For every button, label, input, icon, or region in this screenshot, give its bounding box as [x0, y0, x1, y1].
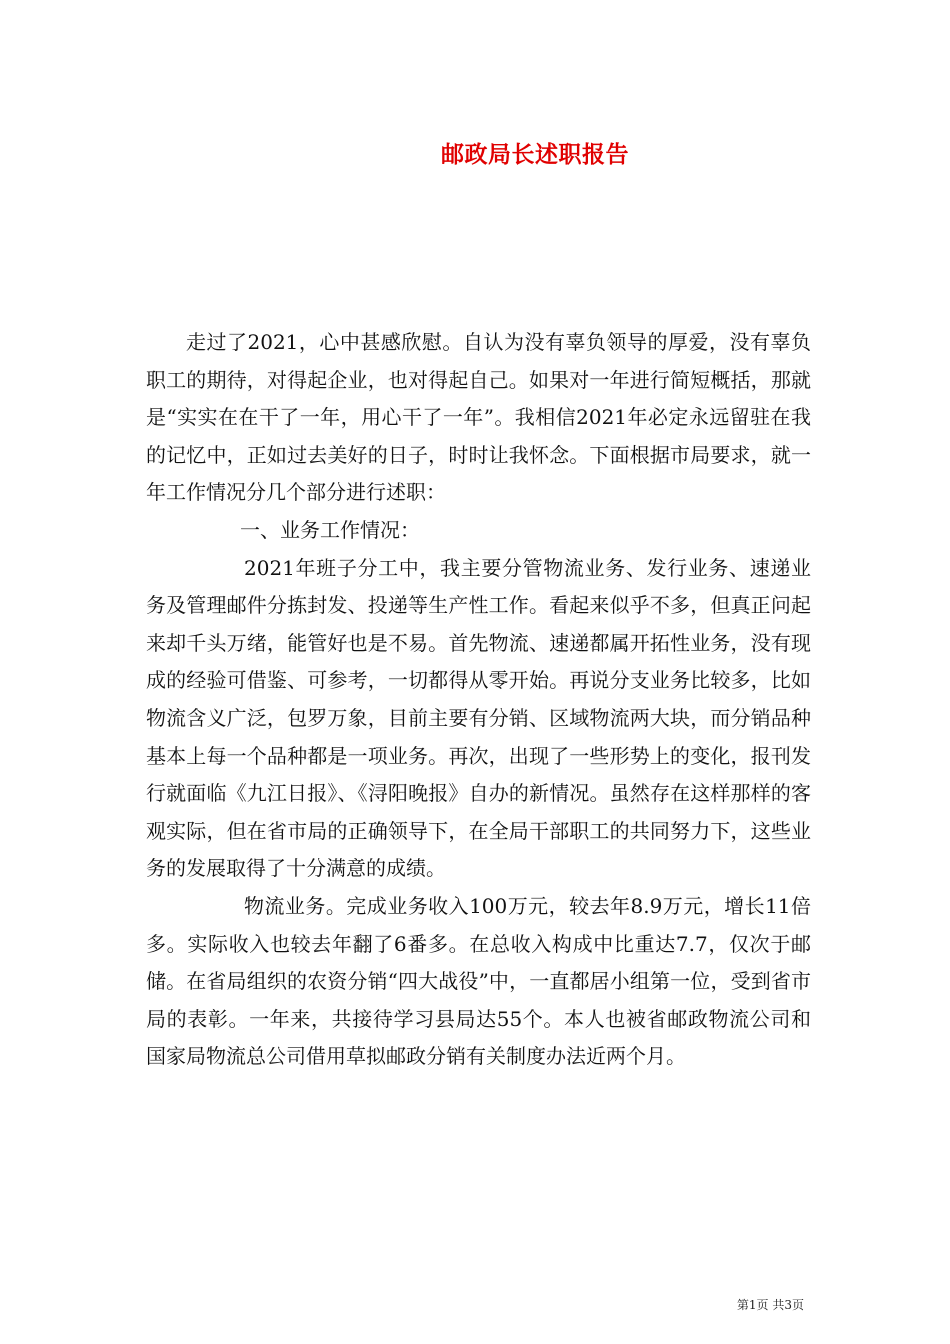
document-title: 邮政局长述职报告	[441, 141, 629, 168]
logistics-paragraph: 物流业务。完成业务收入100万元，较去年8.9万元，增长11倍多。实际收入也较去年翻了6番多。在总收入构成中比重达7.7，仅次于邮储。在省局组织的农资分销“四大战役”中，一直都居小组第一位，受到省市局的表彰。一年来，共接待学习县局达55个。本人也被省邮政物流公司和国家局物流总公司借用草拟邮政分销有关制度办法近两个月。	[146, 893, 811, 1069]
work-division-paragraph: 2021年班子分工中，我主要分管物流业务、发行业务、速递业务及管理邮件分拣封发、投递等生产性工作。看起来似乎不多，但真正问起来却千头万绪，能管好也是不易。首先物流、速递都属开拓性业务，没有现成的经验可借鉴、可参考，一切都得从零开始。再说分支业务比较多，比如物流含义广泛，包罗万象，目前主要有分销、区域物流两大块，而分销品种基本上每一个品种都是一项业务。再次，出现了一些形势上的变化，报刊发行就面临《九江日报》、《浔阳晚报》自办的新情况。虽然存在这样那样的客观实际，但在省市局的正确领导下，在全局干部职工的共同努力下，这些业务的发展取得了十分满意的成绩。	[146, 555, 811, 881]
intro-paragraph: 走过了2021，心中甚感欣慰。自认为没有辜负领导的厚爱，没有辜负职工的期待，对得起企业，也对得起自己。如果对一年进行简短概括，那就是“实实在在干了一年，用心干了一年”。我相信2021年必定永远留驻在我的记忆中，正如过去美好的日子，时时让我怀念。下面根据市局要求，就一年工作情况分几个部分进行述职：	[146, 330, 811, 505]
section-heading: 一、业务工作情况：	[240, 517, 420, 542]
document-body	[146, 324, 811, 1076]
page-number: 第1页 共3页	[736, 1298, 804, 1312]
